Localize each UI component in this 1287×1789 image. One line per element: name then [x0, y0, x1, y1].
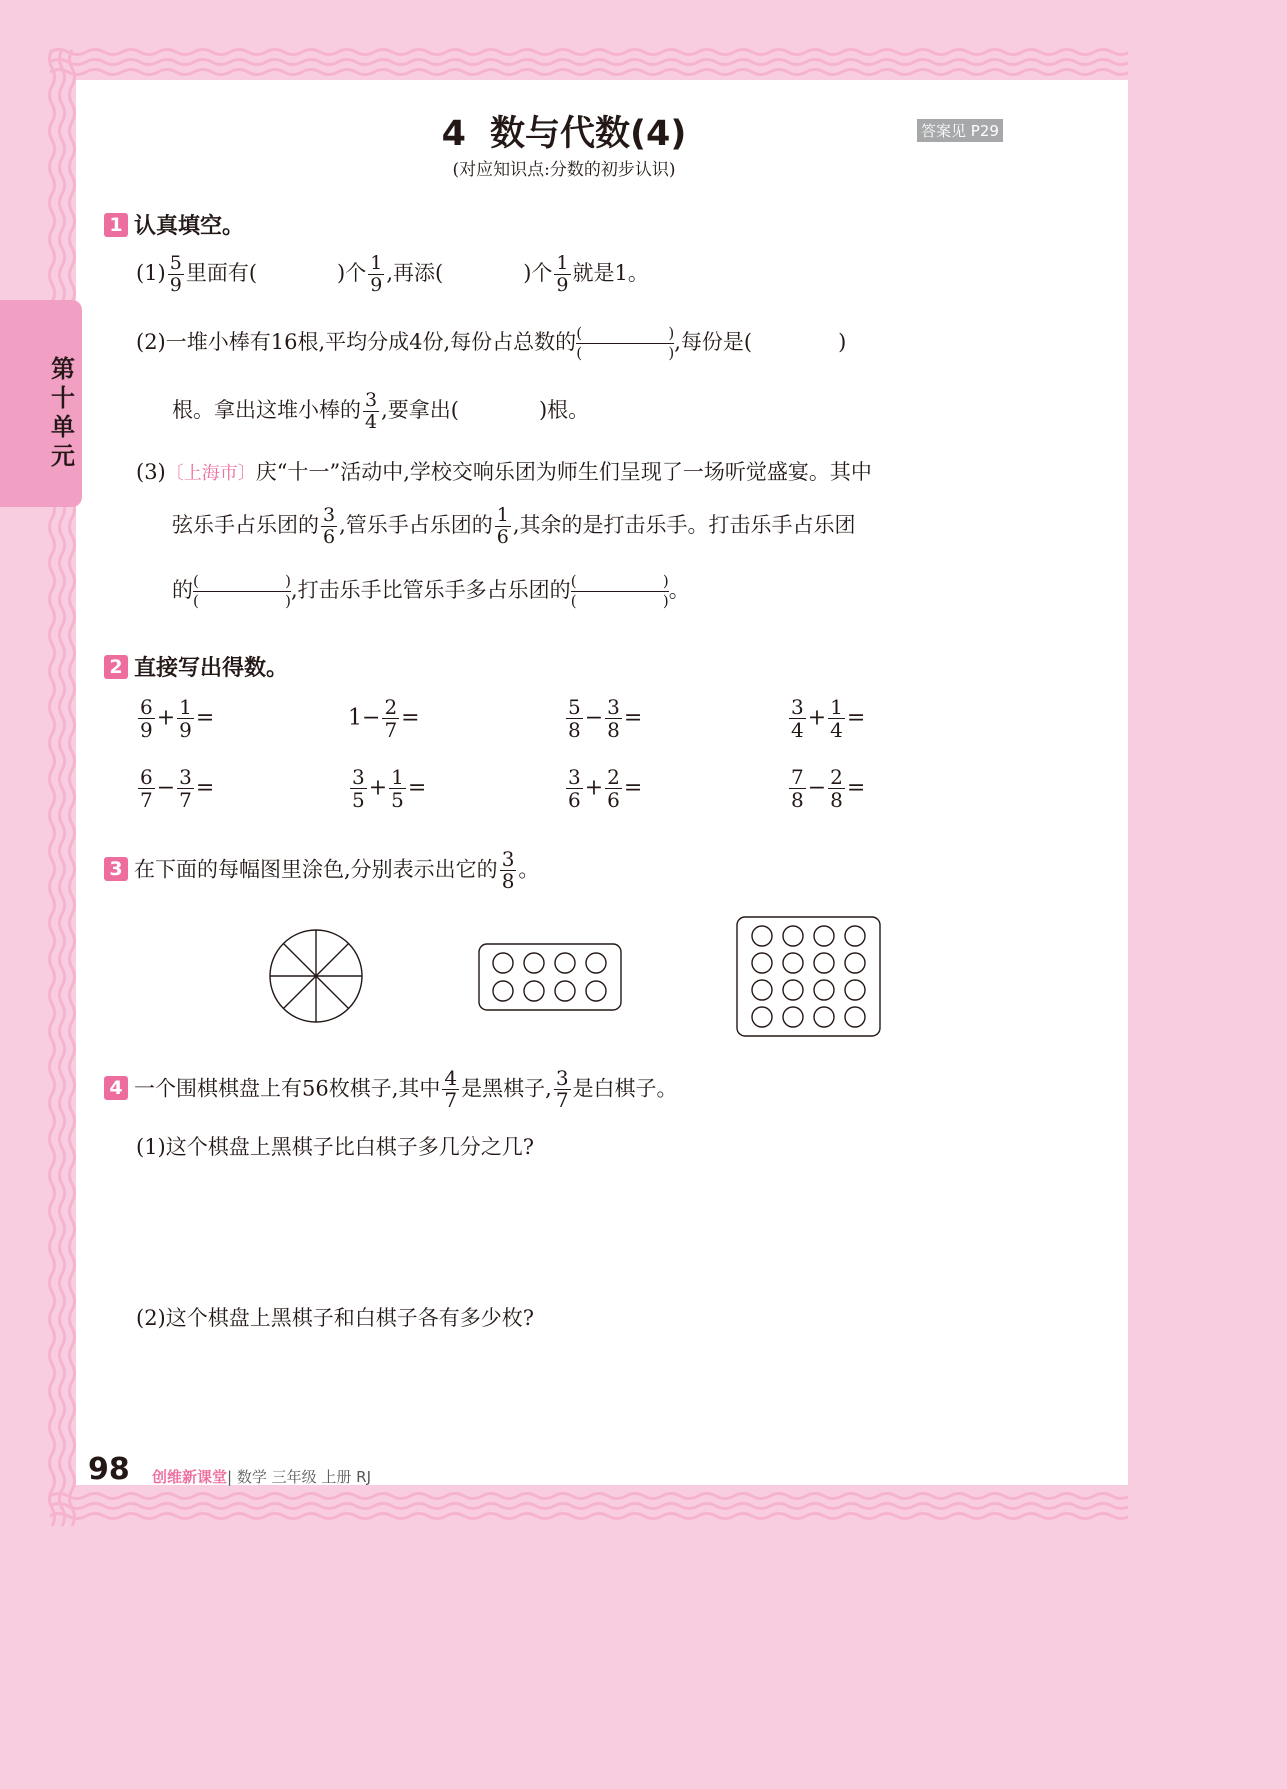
answer-reference-badge: 答案见 P29: [917, 119, 1003, 142]
q1-p1-text: )个: [337, 261, 367, 285]
q4-answer-area-2[interactable]: [136, 1340, 1016, 1440]
q1-p3-text: (3): [136, 460, 166, 484]
calc-problem: $\frac{6}{9}$ + $\frac{1}{9}$ =: [140, 695, 215, 742]
q1-p1-text: 里面有(: [185, 261, 258, 285]
calc-problem: $\frac{3}{4}$ + $\frac{1}{4}$ =: [791, 695, 866, 742]
q1-number-badge: 1: [104, 213, 128, 237]
q1-p1-prefix: (1): [136, 261, 166, 285]
q1-p2-text: ,要拿出(: [381, 398, 459, 422]
q1-p3-text: 弦乐手占乐团的: [172, 513, 319, 537]
q1-p2-text: (2)一堆小棒有16根,平均分成4份,每份占总数的: [136, 330, 577, 354]
q4-text: 是白棋子。: [572, 1076, 678, 1101]
egg-cup[interactable]: [752, 926, 772, 946]
fraction-answer-blank[interactable]: ( ) ( ): [576, 324, 675, 362]
q2-title: 直接写出得数。: [134, 656, 289, 681]
fraction: $\frac{6}{7}$: [140, 765, 153, 812]
q4-subquestion-1: (1)这个棋盘上黑棋子比白棋子多几分之几?: [136, 1135, 535, 1159]
egg-cup[interactable]: [814, 1007, 834, 1027]
fraction: $\frac{3}{8}$: [607, 695, 620, 742]
egg-cup[interactable]: [555, 981, 575, 1001]
fraction-3-7: $\frac{3}{7}$: [555, 1066, 569, 1112]
fraction: $\frac{5}{8}$: [568, 695, 581, 742]
egg-cup[interactable]: [752, 980, 772, 1000]
q1-p3-text: 。: [668, 578, 690, 602]
q3-number-badge: 3: [104, 857, 128, 881]
lesson-number: 4: [441, 114, 466, 154]
fraction-answer-blank[interactable]: ( ) ( ): [193, 572, 291, 610]
q3-title: 在下面的每幅图里涂色,分别表示出它的: [134, 857, 498, 882]
q1-p3-text: ,管乐手占乐团的: [339, 513, 493, 537]
fraction: $\frac{1}{9}$: [179, 695, 192, 742]
egg-cup[interactable]: [783, 980, 803, 1000]
fraction: $\frac{2}{6}$: [607, 765, 620, 812]
fraction-1-6: $\frac{1}{6}$: [496, 504, 509, 548]
page-number: 98: [88, 1452, 130, 1487]
footer-info: [152, 1466, 371, 1487]
q1-p2-text: ): [838, 330, 847, 354]
egg-cup[interactable]: [586, 981, 606, 1001]
q4-text: 是黑棋子,: [461, 1076, 552, 1101]
fraction: $\frac{3}{6}$: [568, 765, 581, 812]
fraction-3-8: $\frac{3}{8}$: [501, 847, 515, 893]
q1-p3-text: 的: [172, 578, 193, 602]
calc-problem: 1− $\frac{2}{7}$ =: [348, 695, 420, 742]
fraction-4-7: $\frac{4}{7}$: [444, 1066, 458, 1112]
egg-cup[interactable]: [783, 953, 803, 973]
calc-problem: $\frac{7}{8}$ − $\frac{2}{8}$ =: [791, 765, 866, 812]
egg-tray-2x4-figure[interactable]: [479, 944, 621, 1010]
fraction: $\frac{3}{5}$: [352, 765, 365, 812]
q2-number-badge: 2: [104, 655, 128, 679]
q1-p2-text: )根。: [538, 398, 590, 422]
egg-cup[interactable]: [752, 953, 772, 973]
egg-cup[interactable]: [845, 980, 865, 1000]
fraction: $\frac{2}{7}$: [384, 695, 398, 742]
egg-cup[interactable]: [814, 953, 834, 973]
egg-cup[interactable]: [814, 980, 834, 1000]
fraction: $\frac{1}{5}$: [391, 765, 404, 812]
q1-p3-text: ,其余的是打击乐手。打击乐手占乐团: [512, 513, 856, 537]
knowledge-point-subtitle: (对应知识点:分数的初步认识): [452, 160, 676, 180]
q1-p1-text: )个: [523, 261, 553, 285]
fraction-5-9: $\frac{5}{9}$: [169, 252, 182, 296]
fraction-3-4: $\frac{3}{4}$: [365, 389, 378, 433]
calc-problem: $\frac{3}{5}$ + $\frac{1}{5}$ =: [352, 765, 427, 812]
q1-p1-text: 就是1。: [572, 261, 649, 285]
egg-cup[interactable]: [493, 953, 513, 973]
circle-eighths-figure[interactable]: [270, 930, 362, 1022]
egg-cup[interactable]: [752, 1007, 772, 1027]
calc-problem: $\frac{6}{7}$ − $\frac{3}{7}$ =: [140, 765, 215, 812]
egg-cup[interactable]: [493, 981, 513, 1001]
q1-p3-text: 庆“十一”活动中,学校交响乐团为师生们呈现了一场听觉盛宴。其中: [255, 460, 872, 484]
fraction: $\frac{6}{9}$: [140, 695, 153, 742]
fraction: $\frac{3}{7}$: [179, 765, 192, 812]
q1-title: 认真填空。: [134, 214, 245, 239]
q1-p3-text: ,打击乐手比管乐手多占乐团的: [291, 578, 571, 602]
book-info: | 数学 三年级 上册 RJ: [227, 1468, 371, 1486]
brand-name: 创维新课堂: [152, 1468, 228, 1486]
egg-cup[interactable]: [524, 953, 544, 973]
q1-p2-text: ,每份是(: [674, 330, 753, 354]
q1-p2-text: 根。拿出这堆小棒的: [172, 398, 361, 422]
q4-subquestion-2: (2)这个棋盘上黑棋子和白棋子各有多少枚?: [136, 1306, 535, 1330]
calc-problem: $\frac{5}{8}$ − $\frac{3}{8}$ =: [568, 695, 643, 742]
egg-cup[interactable]: [524, 981, 544, 1001]
egg-cup[interactable]: [845, 953, 865, 973]
region-tag: 〔上海市〕: [165, 463, 256, 484]
fraction-1-9: $\frac{1}{9}$: [556, 252, 569, 296]
fraction-1-9: $\frac{1}{9}$: [370, 252, 383, 296]
egg-cup[interactable]: [814, 926, 834, 946]
q4-number-badge: 4: [104, 1076, 128, 1100]
fraction: $\frac{7}{8}$: [791, 765, 804, 812]
q3-text: 。: [518, 857, 540, 882]
unit-label: 第十单元: [51, 355, 75, 470]
q4-text: 一个围棋棋盘上有56枚棋子,其中: [134, 1076, 441, 1101]
egg-cup[interactable]: [845, 1007, 865, 1027]
egg-cup[interactable]: [845, 926, 865, 946]
egg-tray-4x4-figure[interactable]: [737, 917, 880, 1036]
q1-p1-text: ,再添(: [386, 261, 444, 285]
q4-heading: [104, 1068, 678, 1111]
fraction: $\frac{2}{8}$: [830, 765, 843, 812]
egg-cup[interactable]: [555, 953, 575, 973]
fraction: $\frac{3}{4}$: [791, 695, 804, 742]
lesson-title: 数与代数(4): [490, 114, 687, 154]
egg-cup[interactable]: [586, 953, 606, 973]
q4-answer-area-1[interactable]: [136, 1170, 1016, 1290]
fraction-answer-blank[interactable]: ( ) ( ): [570, 572, 669, 610]
egg-cup[interactable]: [783, 1007, 803, 1027]
calc-problem: $\frac{3}{6}$ + $\frac{2}{6}$ =: [568, 765, 643, 812]
fraction-3-6: $\frac{3}{6}$: [323, 504, 336, 548]
egg-cup[interactable]: [783, 926, 803, 946]
fraction: $\frac{1}{4}$: [830, 695, 843, 742]
